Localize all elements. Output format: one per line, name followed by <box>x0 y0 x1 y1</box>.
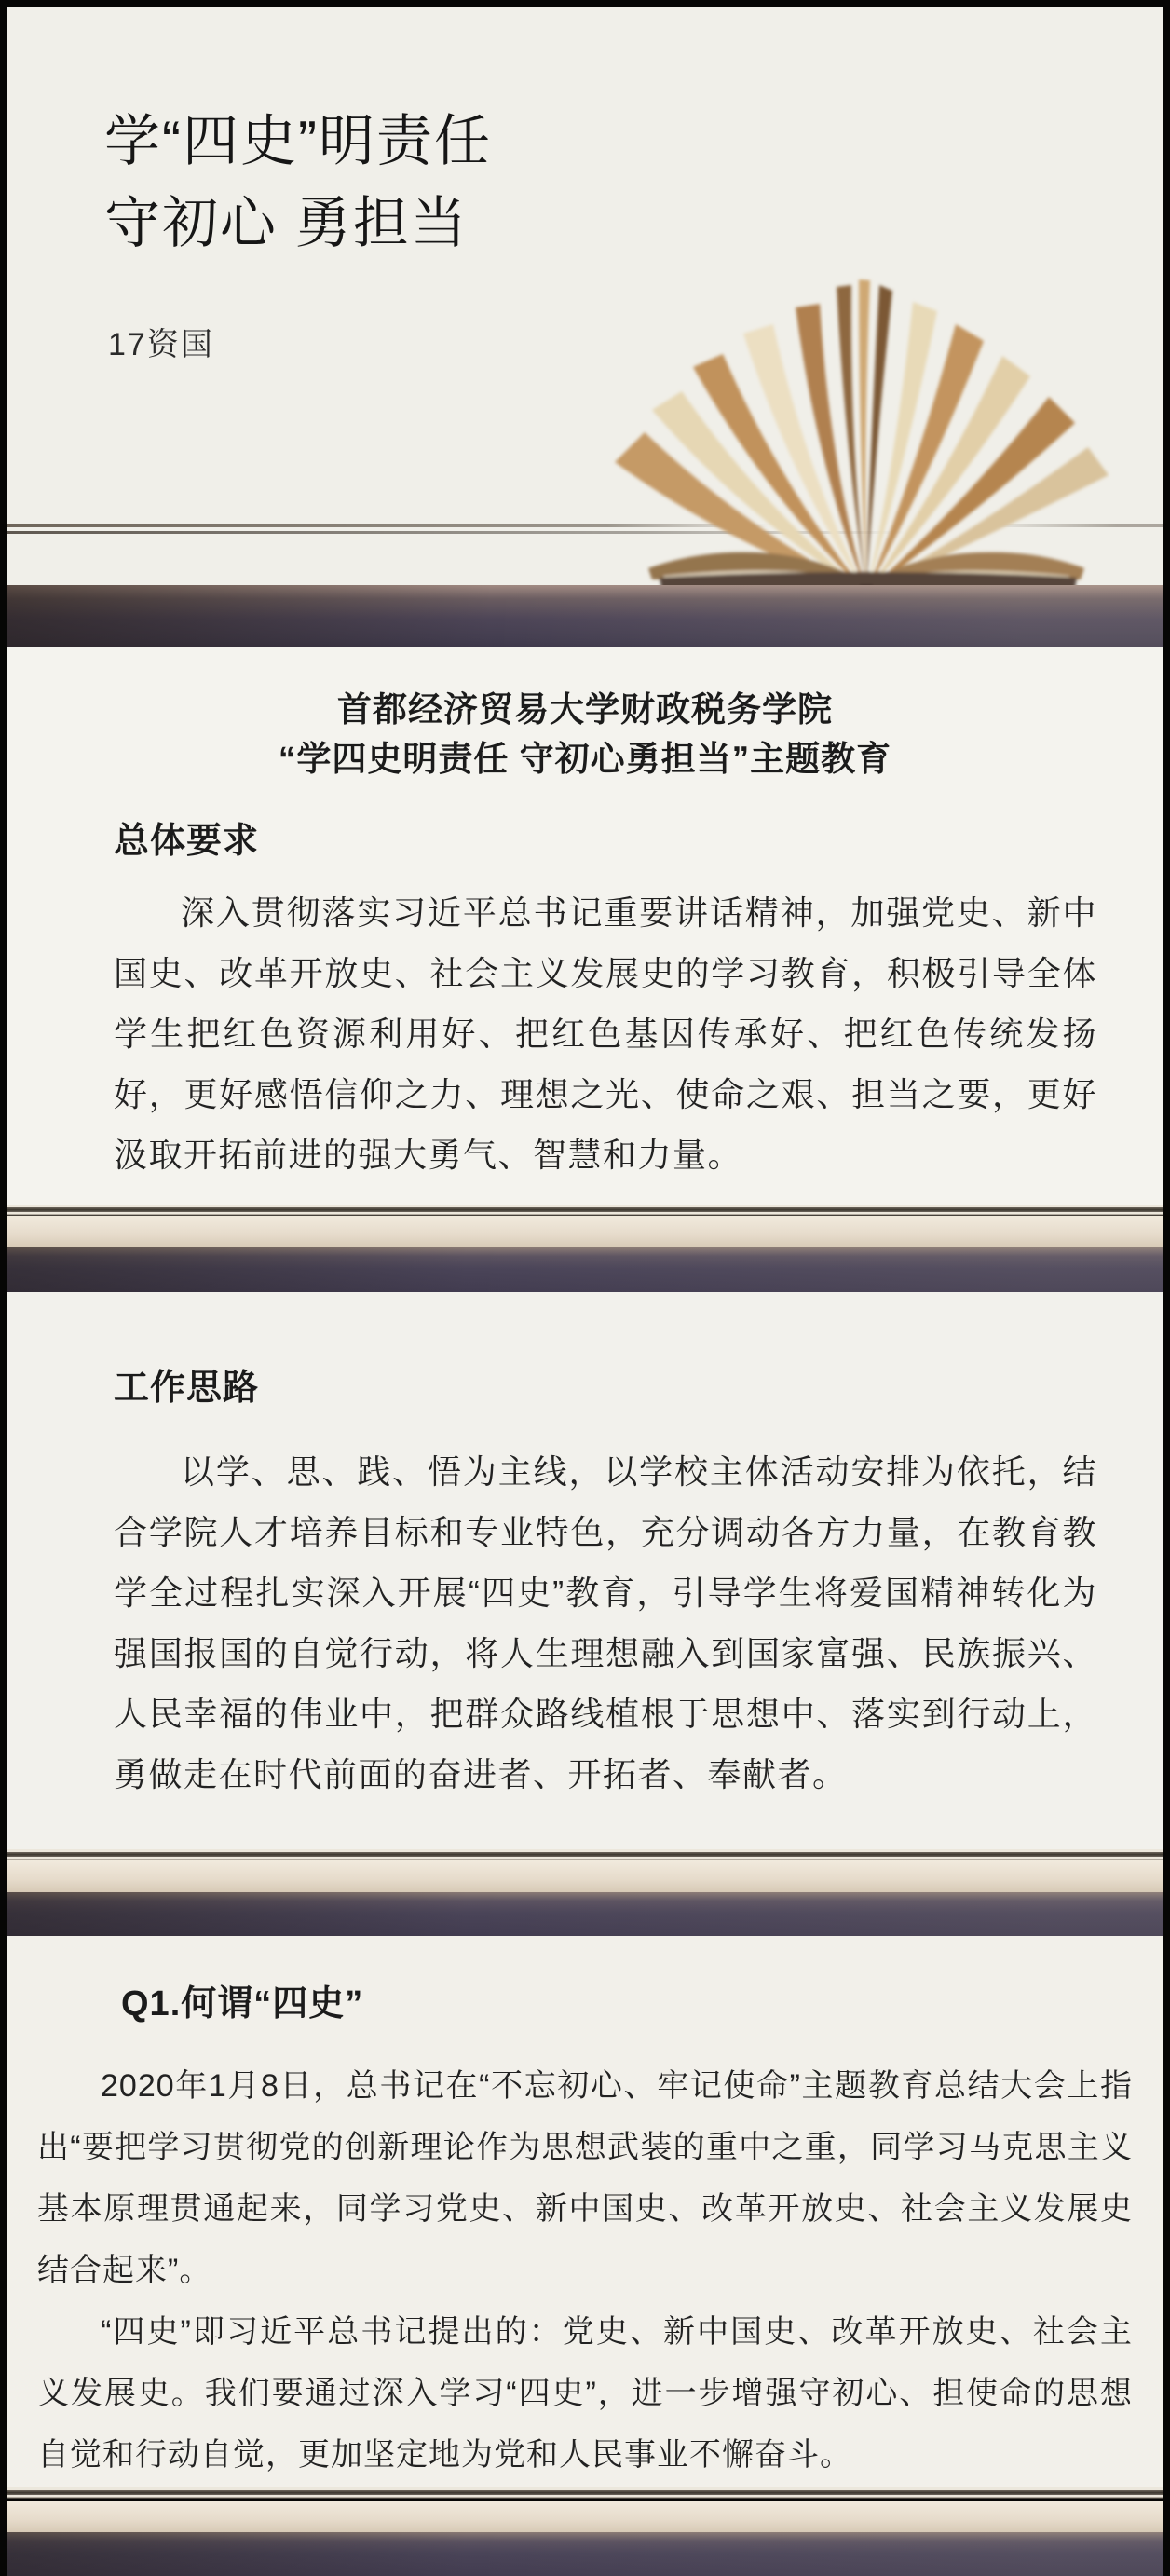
band-beige-strip <box>7 1216 1163 1247</box>
band-hairline <box>7 2497 1163 2499</box>
slide3-subheading: 工作思路 <box>114 1369 260 1408</box>
band-hairline <box>7 1852 1163 1857</box>
cover-title <box>104 101 492 265</box>
cover-title-line2: 守初心 勇担当 <box>104 192 469 254</box>
open-book-illustration <box>570 259 1157 632</box>
slide-work-approach <box>7 1292 1163 1849</box>
table-front-edge <box>7 585 1163 647</box>
slide4-heading: Q1.何谓“四史” <box>121 1984 364 2024</box>
slide-edge-band <box>7 1205 1163 1292</box>
slide4-paragraph2: “四史”即习近平总书记提出的：党史、新中国史、改革开放史、社会主义发展史。我们要通过深入学习“四史”，进一步增强守初心、担使命的思想自觉和行动自觉，更加坚定地为党和人民事业不懈奋斗。 <box>37 2314 1133 2473</box>
slide2-heading-line2: “学四史明责任 守初心勇担当”主题教育 <box>278 740 892 778</box>
band-hairline <box>7 2490 1163 2495</box>
band-dark-shadow <box>7 2532 1163 2576</box>
slide-q1-what-is-four-histories <box>7 1936 1163 2487</box>
slide-cover <box>7 7 1163 647</box>
band-beige-strip <box>7 1860 1163 1892</box>
slide2-subheading: 总体要求 <box>114 822 260 861</box>
slide-overall-requirements <box>7 647 1163 1205</box>
slide-edge-band <box>7 1849 1163 1936</box>
band-beige-strip <box>7 2501 1163 2532</box>
band-dark-shadow <box>7 1892 1163 1936</box>
slide-edge-band <box>7 2487 1163 2576</box>
slide2-heading <box>7 685 1163 784</box>
slides-frame <box>7 7 1163 2576</box>
cover-subtitle: 17资国 <box>108 327 214 362</box>
cover-title-line1: 学“四史”明责任 <box>104 110 492 172</box>
slide4-body <box>37 2055 1133 2486</box>
slide2-paragraph: 深入贯彻落实习近平总书记重要讲话精神，加强党史、新中国史、改革开放史、社会主义发展史的学习教育，积极引导全体学生把红色资源利用好、把红色基因传承好、把红色传统发扬好，更好感悟信仰之力、理想之光、使命之艰、担当之要，更好汲取开拓前进的强大勇气、智慧和力量。 <box>114 893 1097 1174</box>
band-hairline <box>7 1207 1163 1212</box>
band-dark-shadow <box>7 1247 1163 1292</box>
slide3-paragraph: 以学、思、践、悟为主线，以学校主体活动安排为依托，结合学院人才培养目标和专业特色，充分调动各方力量，在教育教学全过程扎实深入开展“四史”教育，引导学生将爱国精神转化为强国报国的自觉行动，将人生理想融入到国家富强、民族振兴、人民幸福的伟业中，把群众路线植根于思想中、落实到行动上，勇做走在时代前面的奋进者、开拓者、奉献者。 <box>114 1452 1097 1793</box>
slide4-paragraph1: 2020年1月8日，总书记在“不忘初心、牢记使命”主题教育总结大会上指出“要把学习贯彻党的创新理论作为思想武装的重中之重，同学习马克思主义基本原理贯通起来，同学习党史、新中国史、改革开放史、社会主义发展史结合起来”。 <box>37 2068 1133 2288</box>
slide2-heading-line1: 首都经济贸易大学财政税务学院 <box>337 690 833 729</box>
